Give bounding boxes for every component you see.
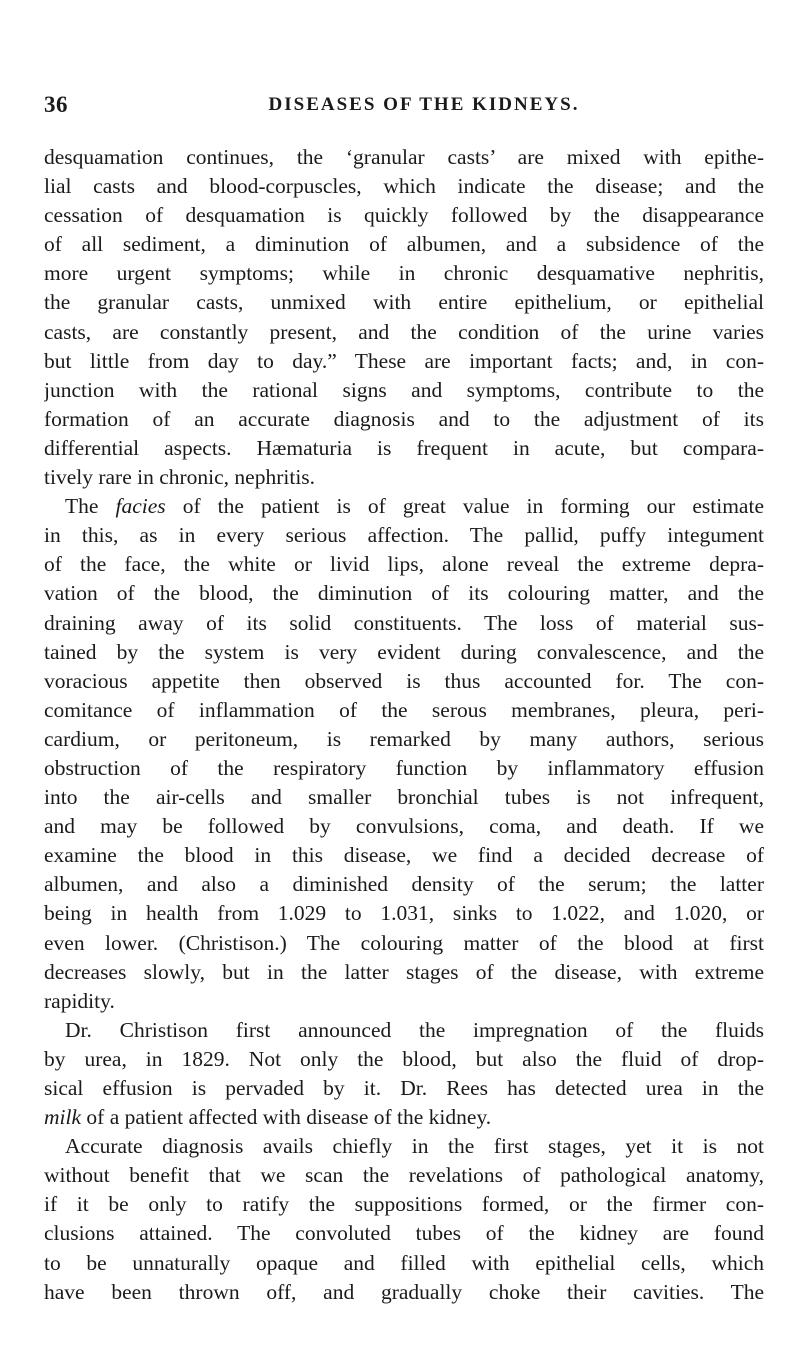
text-segment: decreases slowly, but in the latter stages of the disease, with extreme xyxy=(44,959,764,984)
text-line xyxy=(44,987,764,1016)
text-line xyxy=(44,347,764,376)
text-line xyxy=(44,609,764,638)
text-line xyxy=(44,1219,764,1248)
text-line xyxy=(44,1278,764,1307)
text-line xyxy=(44,201,764,230)
text-line xyxy=(44,521,764,550)
text-segment: to be unnaturally opaque and filled with epithelial cells, which xyxy=(44,1250,764,1275)
text-segment: but little from day to day.” These are important facts; and, in con- xyxy=(44,348,764,373)
text-segment: junction with the rational signs and symptoms, contribute to the xyxy=(44,377,764,402)
text-line xyxy=(44,172,764,201)
text-line xyxy=(44,638,764,667)
text-segment: even lower. (Christison.) The colouring matter of the blood at first xyxy=(44,930,764,955)
text-line xyxy=(44,376,764,405)
text-segment: in this, as in every serious affection. The pallid, puffy integument xyxy=(44,523,764,548)
text-line xyxy=(44,550,764,579)
text-line xyxy=(44,288,764,317)
text-line xyxy=(44,1016,764,1045)
text-line xyxy=(44,812,764,841)
text-segment: cessation of desquamation is quickly followed by the disappearance xyxy=(44,203,764,228)
text-line xyxy=(44,870,764,899)
text-line xyxy=(44,899,764,928)
text-line xyxy=(44,696,764,725)
text-line xyxy=(44,667,764,696)
text-segment: Dr. Christison first announced the impregnation of the fluids xyxy=(65,1017,764,1042)
text-line xyxy=(44,958,764,987)
italic-text: milk xyxy=(44,1105,82,1130)
text-line xyxy=(44,929,764,958)
text-segment: by urea, in 1829. Not only the blood, but also the fluid of drop- xyxy=(44,1046,764,1071)
text-segment: tively rare in chronic, nephritis. xyxy=(44,465,316,490)
text-segment: and may be followed by convulsions, coma, and death. If we xyxy=(44,814,764,839)
text-segment: the granular casts, unmixed with entire epithelium, or epithelial xyxy=(44,290,764,315)
text-segment: without benefit that we scan the revelations of pathological anatomy, xyxy=(44,1163,764,1188)
text-line xyxy=(44,143,764,172)
text-segment: of the patient is of great value in forming our estimate xyxy=(165,494,764,519)
text-line xyxy=(44,1190,764,1219)
text-segment: voracious appetite then observed is thus accounted for. The con- xyxy=(44,668,764,693)
text-line xyxy=(44,1161,764,1190)
text-segment: formation of an accurate diagnosis and to the adjustment of its xyxy=(44,406,764,431)
body-text xyxy=(44,143,764,1307)
text-line xyxy=(44,405,764,434)
text-line xyxy=(44,463,764,492)
text-line xyxy=(44,492,764,521)
text-line xyxy=(44,259,764,288)
text-line xyxy=(44,754,764,783)
text-segment: draining away of its solid constituents. The loss of material sus- xyxy=(44,610,764,635)
text-segment: sical effusion is pervaded by it. Dr. Rees has detected urea in the xyxy=(44,1076,764,1100)
text-segment: more urgent symptoms; while in chronic desquamative nephritis, xyxy=(44,261,764,286)
text-line xyxy=(44,1103,764,1132)
text-line xyxy=(44,1045,764,1074)
text-line xyxy=(44,434,764,463)
text-segment: casts, are constantly present, and the condition of the urine varies xyxy=(44,319,764,344)
text-segment: of a patient affected with disease of the kidney. xyxy=(81,1105,492,1130)
text-segment: being in health from 1.029 to 1.031, sinks to 1.022, and 1.020, or xyxy=(44,901,764,926)
text-segment: cardium, or peritoneum, is remarked by many authors, serious xyxy=(44,726,764,751)
text-segment: comitance of inflammation of the serous membranes, pleura, peri- xyxy=(44,697,764,722)
text-segment: have been thrown off, and gradually choke their cavities. The xyxy=(44,1279,764,1304)
text-segment: desquamation continues, the ‘granular casts’ are mixed with epithe- xyxy=(44,145,764,169)
text-segment: if it be only to ratify the suppositions formed, or the firmer con- xyxy=(44,1192,764,1217)
text-segment: of all sediment, a diminution of albumen, and a subsidence of the xyxy=(44,232,764,257)
text-segment: vation of the blood, the diminution of its colouring matter, and the xyxy=(44,581,764,606)
text-segment: obstruction of the respiratory function by inflammatory effusion xyxy=(44,755,764,780)
text-segment: clusions attained. The convoluted tubes of the kidney are found xyxy=(44,1221,764,1246)
text-segment: lial casts and blood-corpuscles, which indicate the disease; and the xyxy=(44,174,764,199)
text-segment: tained by the system is very evident during convalescence, and the xyxy=(44,639,764,664)
text-line xyxy=(44,1132,764,1161)
text-line xyxy=(44,841,764,870)
page-number: 36 xyxy=(44,92,68,117)
running-head: DISEASES OF THE KIDNEYS. xyxy=(268,94,580,115)
italic-text: facies xyxy=(115,494,166,519)
text-line xyxy=(44,318,764,347)
text-line xyxy=(44,1249,764,1278)
text-line xyxy=(44,783,764,812)
text-line xyxy=(44,230,764,259)
text-line xyxy=(44,725,764,754)
text-segment: Accurate diagnosis avails chiefly in the first stages, yet it is not xyxy=(65,1134,764,1159)
text-line xyxy=(44,579,764,608)
text-segment: rapidity. xyxy=(44,988,115,1013)
text-segment: examine the blood in this disease, we find a decided decrease of xyxy=(44,843,764,868)
text-segment: of the face, the white or livid lips, alone reveal the extreme depra- xyxy=(44,552,764,577)
page-header xyxy=(44,92,764,126)
text-segment: The xyxy=(65,494,116,519)
text-segment: into the air-cells and smaller bronchial tubes is not infrequent, xyxy=(44,785,764,810)
text-line xyxy=(44,1074,764,1103)
text-segment: differential aspects. Hæmaturia is frequent in acute, but compara- xyxy=(44,435,764,460)
text-segment: albumen, and also a diminished density of the serum; the latter xyxy=(44,872,764,897)
